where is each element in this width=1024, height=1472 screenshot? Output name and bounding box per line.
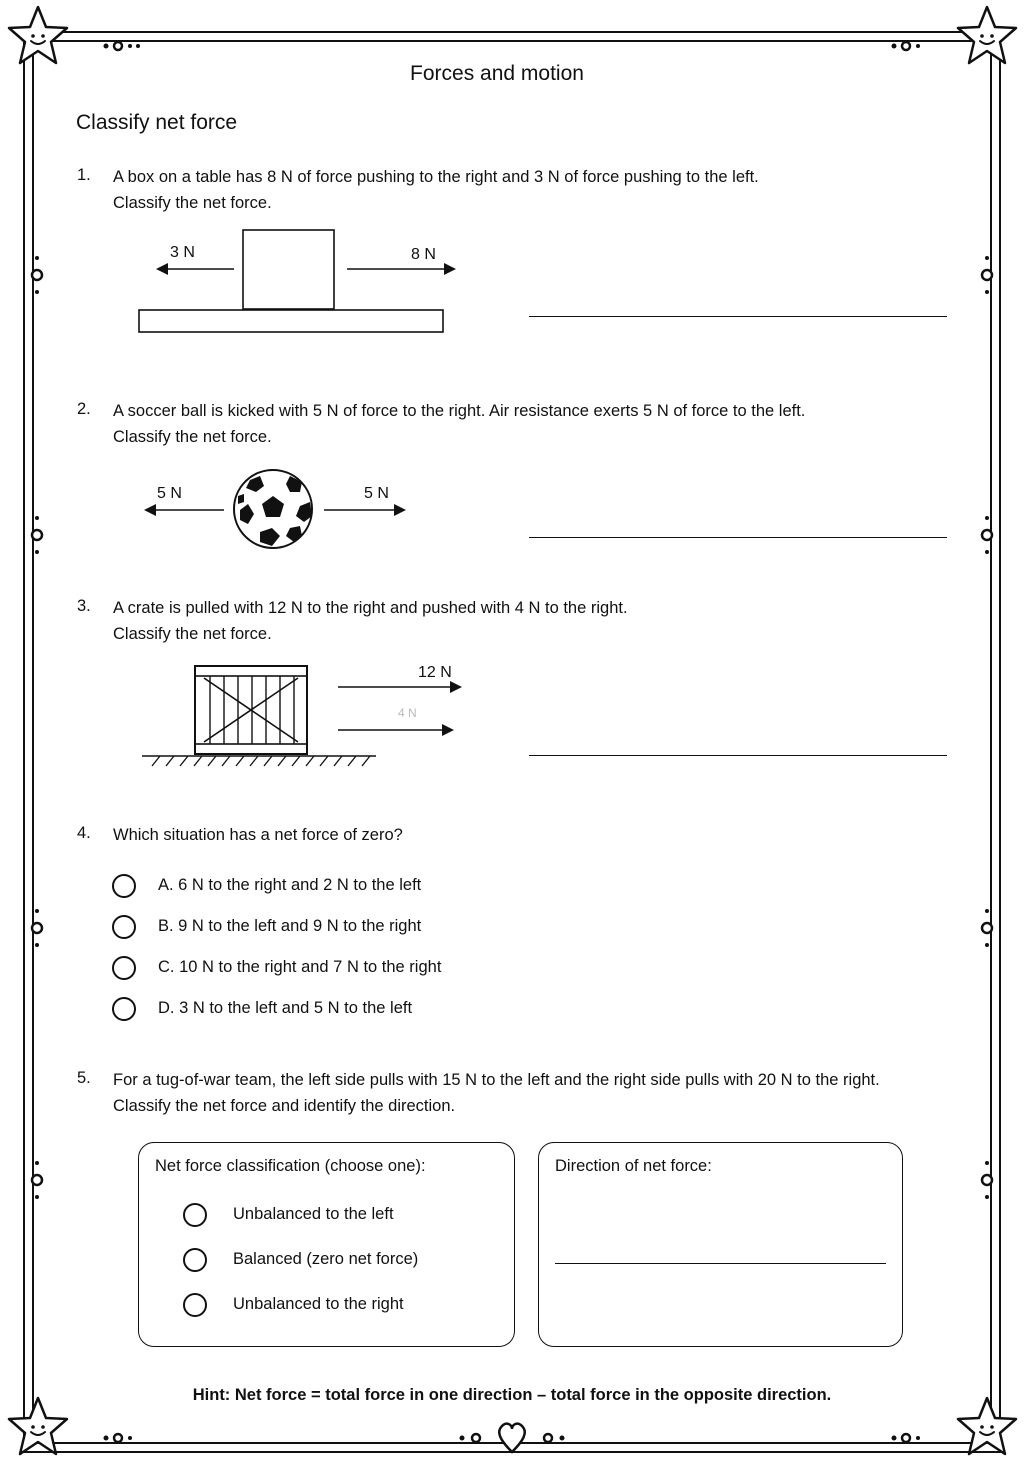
answer-line	[555, 1263, 886, 1264]
question-text: Which situation has a net force of zero?	[113, 826, 403, 844]
radio-button[interactable]	[183, 1248, 207, 1272]
question-text: For a tug-of-war team, the left side pulls with 15 N to the left and the right side pulls with 20 N to the right. Classify the net force and identify the direction.	[113, 1071, 880, 1115]
option-label: Unbalanced to the right	[233, 1295, 404, 1313]
direction-title: Direction of net force:	[555, 1157, 712, 1175]
radio-button[interactable]	[183, 1203, 207, 1227]
soccer-ball-diagram	[140, 466, 410, 552]
radio-button[interactable]	[112, 956, 136, 980]
page-title: Forces and motion	[410, 62, 584, 85]
radio-button[interactable]	[112, 874, 136, 898]
classification-title: Net force classification (choose one):	[155, 1157, 426, 1175]
direction-box	[538, 1142, 903, 1347]
option-label: A. 6 N to the right and 2 N to the left	[158, 876, 422, 894]
force-label-right: 5 N	[364, 485, 389, 502]
option-label: D. 3 N to the left and 5 N to the left	[158, 999, 413, 1017]
option-label: Balanced (zero net force)	[233, 1250, 419, 1268]
radio-button[interactable]	[112, 997, 136, 1021]
star-icon	[9, 7, 67, 63]
question-text: A box on a table has 8 N of force pushing to the right and 3 N of force pushing to the left. Classify the net force.	[113, 168, 759, 212]
star-icon	[958, 1398, 1016, 1454]
question-number: 5.	[77, 1069, 91, 1087]
star-icon	[958, 7, 1016, 63]
answer-line	[529, 316, 947, 317]
force-label-left: 3 N	[170, 244, 195, 261]
option-b[interactable]	[112, 914, 422, 940]
force-label-left: 5 N	[157, 485, 182, 502]
crate-icon	[195, 666, 307, 754]
force-label-right: 8 N	[411, 246, 436, 263]
question-text: A crate is pulled with 12 N to the right and pushed with 4 N to the right. Classify the net force.	[113, 599, 628, 643]
soccer-ball-icon	[234, 470, 312, 548]
radio-button[interactable]	[112, 915, 136, 939]
option-label: C. 10 N to the right and 7 N to the right	[158, 958, 442, 976]
question-number: 4.	[77, 824, 91, 842]
force-label-top: 12 N	[418, 664, 452, 681]
classification-box	[138, 1142, 515, 1347]
section-heading: Classify net force	[76, 111, 238, 134]
answer-line	[529, 755, 947, 756]
option-d[interactable]	[112, 996, 413, 1022]
question-number: 3.	[77, 597, 91, 615]
option-a[interactable]	[112, 873, 422, 899]
star-icon	[9, 1398, 67, 1454]
question-text: A soccer ball is kicked with 5 N of force to the right. Air resistance exerts 5 N of force to the left. Classify the net force.	[113, 402, 806, 446]
option-label: B. 9 N to the left and 9 N to the right	[158, 917, 422, 935]
hint-text: Hint: Net force = total force in one direction – total force in the opposite direction.	[192, 1386, 832, 1404]
option-c[interactable]	[112, 955, 442, 981]
question-number: 2.	[77, 400, 91, 418]
box-on-table-diagram	[130, 222, 460, 338]
option-label: Unbalanced to the left	[233, 1205, 394, 1223]
force-label-bottom: 4 N	[398, 706, 417, 720]
question-number: 1.	[77, 166, 91, 184]
answer-line	[529, 537, 947, 538]
radio-button[interactable]	[183, 1293, 207, 1317]
